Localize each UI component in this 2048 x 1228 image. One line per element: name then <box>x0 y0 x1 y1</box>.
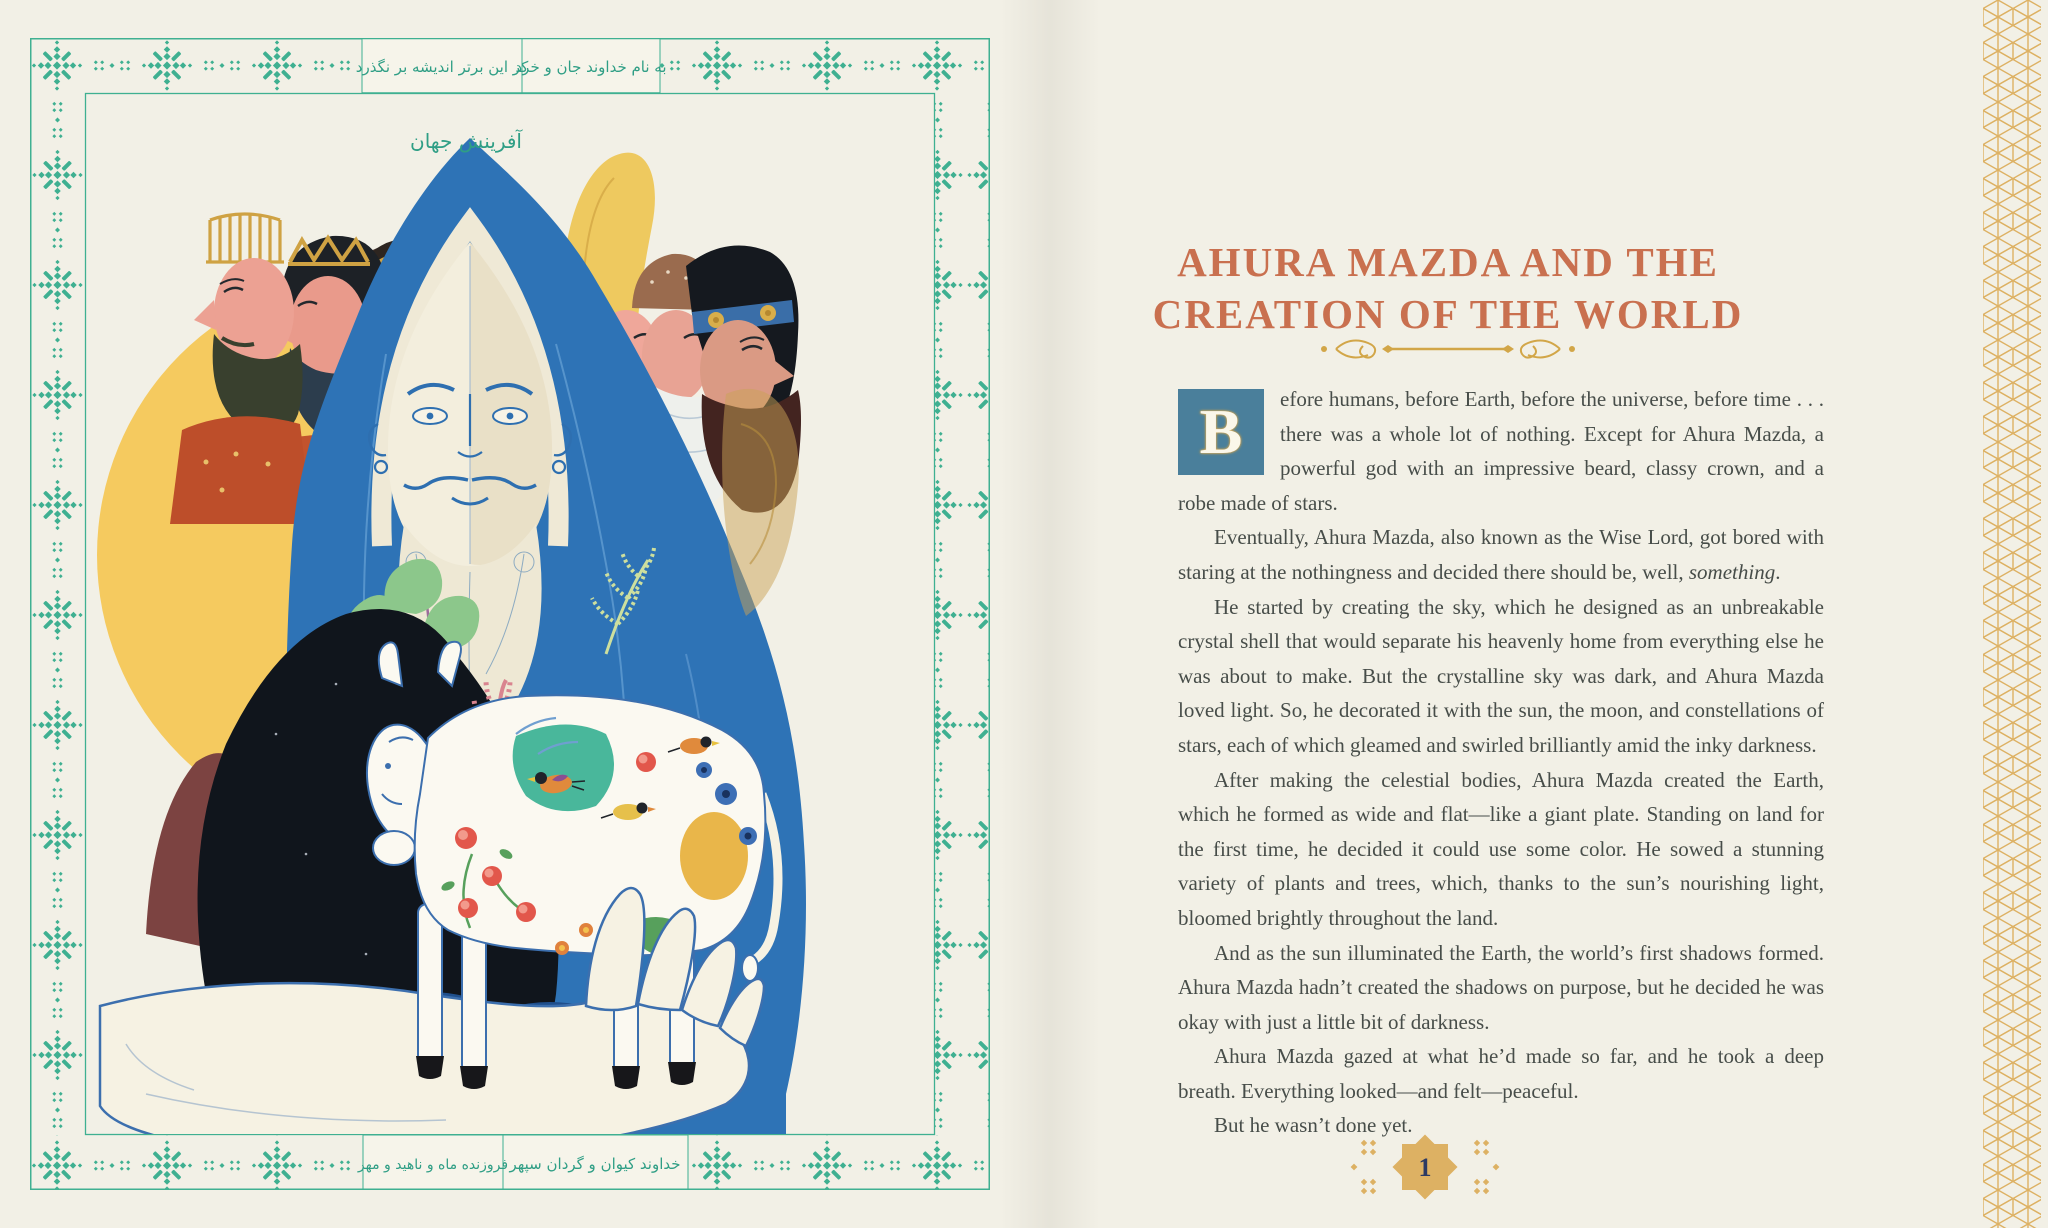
verse-bottom-left: فروزنده ماه و ناهید و مهر <box>357 1157 509 1173</box>
text-run: . <box>1775 559 1781 584</box>
verse-top-right: به نام خداوند جان و خرد <box>515 58 667 76</box>
paragraph <box>1178 936 1824 1040</box>
paragraph <box>1178 382 1824 520</box>
border-left-band <box>30 93 85 1135</box>
border-right-band <box>935 93 990 1135</box>
text-run: After making the celestial bodies, Ahura Mazda created the Earth, which he formed as wide and flat—like a giant plate. Standing on land for the first time, he decided it could use some color. He sowed a stunning variety of plants and trees, which, thanks to the sun’s nourishing light, bloomed brightly throughout the land. <box>1178 767 1824 930</box>
text-run: But he wasn’t done yet. <box>1214 1113 1413 1138</box>
paragraph <box>1178 763 1824 936</box>
gilded-page-edge <box>1983 0 2044 1228</box>
paragraph <box>1178 1039 1824 1108</box>
text-run: efore humans, before Earth, before the universe, before time . . . there was a whole lot of nothing. Except for Ahura Mazda, a powerful god with an impressive beard, classy crown, and a robe made of stars. <box>1178 387 1824 515</box>
body-text <box>1178 382 1824 1143</box>
illustration-caption: آفرینش جهان <box>410 129 522 153</box>
verse-bottom-right: خداوند کیوان و گردان سپهر <box>509 1155 681 1173</box>
page-number-star <box>1392 1134 1457 1199</box>
page-gutter-shadow <box>1000 0 1100 1228</box>
page-number-ornament <box>1340 1133 1510 1201</box>
top-verse-band <box>356 39 667 93</box>
ornament-divider-icon <box>1318 334 1578 364</box>
chapter-title <box>1075 236 1821 340</box>
ahura-mazda-illustration <box>86 94 934 1134</box>
paragraph <box>1178 590 1824 763</box>
page-number: 1 <box>1418 1153 1432 1182</box>
verse-top-left: کز این برتر اندیشه بر نگذرد <box>355 58 529 76</box>
text-run: He started by creating the sky, which he designed as an unbreakable crystal shell that would separate his heavenly home from everything else he was about to make. But the crystalline sky was dark, and Ahura Mazda loved light. So, he decorated it with the sun, the moon, and constellations of stars, each of which gleamed and swirled brilliantly amid the inky darkness. <box>1178 594 1824 757</box>
chapter-title-line2: CREATION OF THE WORLD <box>1152 291 1744 337</box>
chapter-title-line1: AHURA MAZDA AND THE <box>1177 239 1719 285</box>
text-run: Eventually, Ahura Mazda, also known as the Wise Lord, got bored with staring at the nothingness and decided there should be, well, <box>1178 525 1824 584</box>
bottom-verse-band <box>357 1135 688 1189</box>
text-run: Ahura Mazda gazed at what he’d made so far, and he took a deep breath. Everything looked—and felt—peaceful. <box>1178 1044 1824 1103</box>
paragraph <box>1178 520 1824 589</box>
dropcap-letter: B <box>1178 389 1264 475</box>
text-run: something <box>1688 559 1776 584</box>
text-run: And as the sun illuminated the Earth, the world’s first shadows formed. Ahura Mazda hadn’t created the shadows on purpose, but he decided he was okay with just a little bit of darkness. <box>1178 940 1824 1034</box>
